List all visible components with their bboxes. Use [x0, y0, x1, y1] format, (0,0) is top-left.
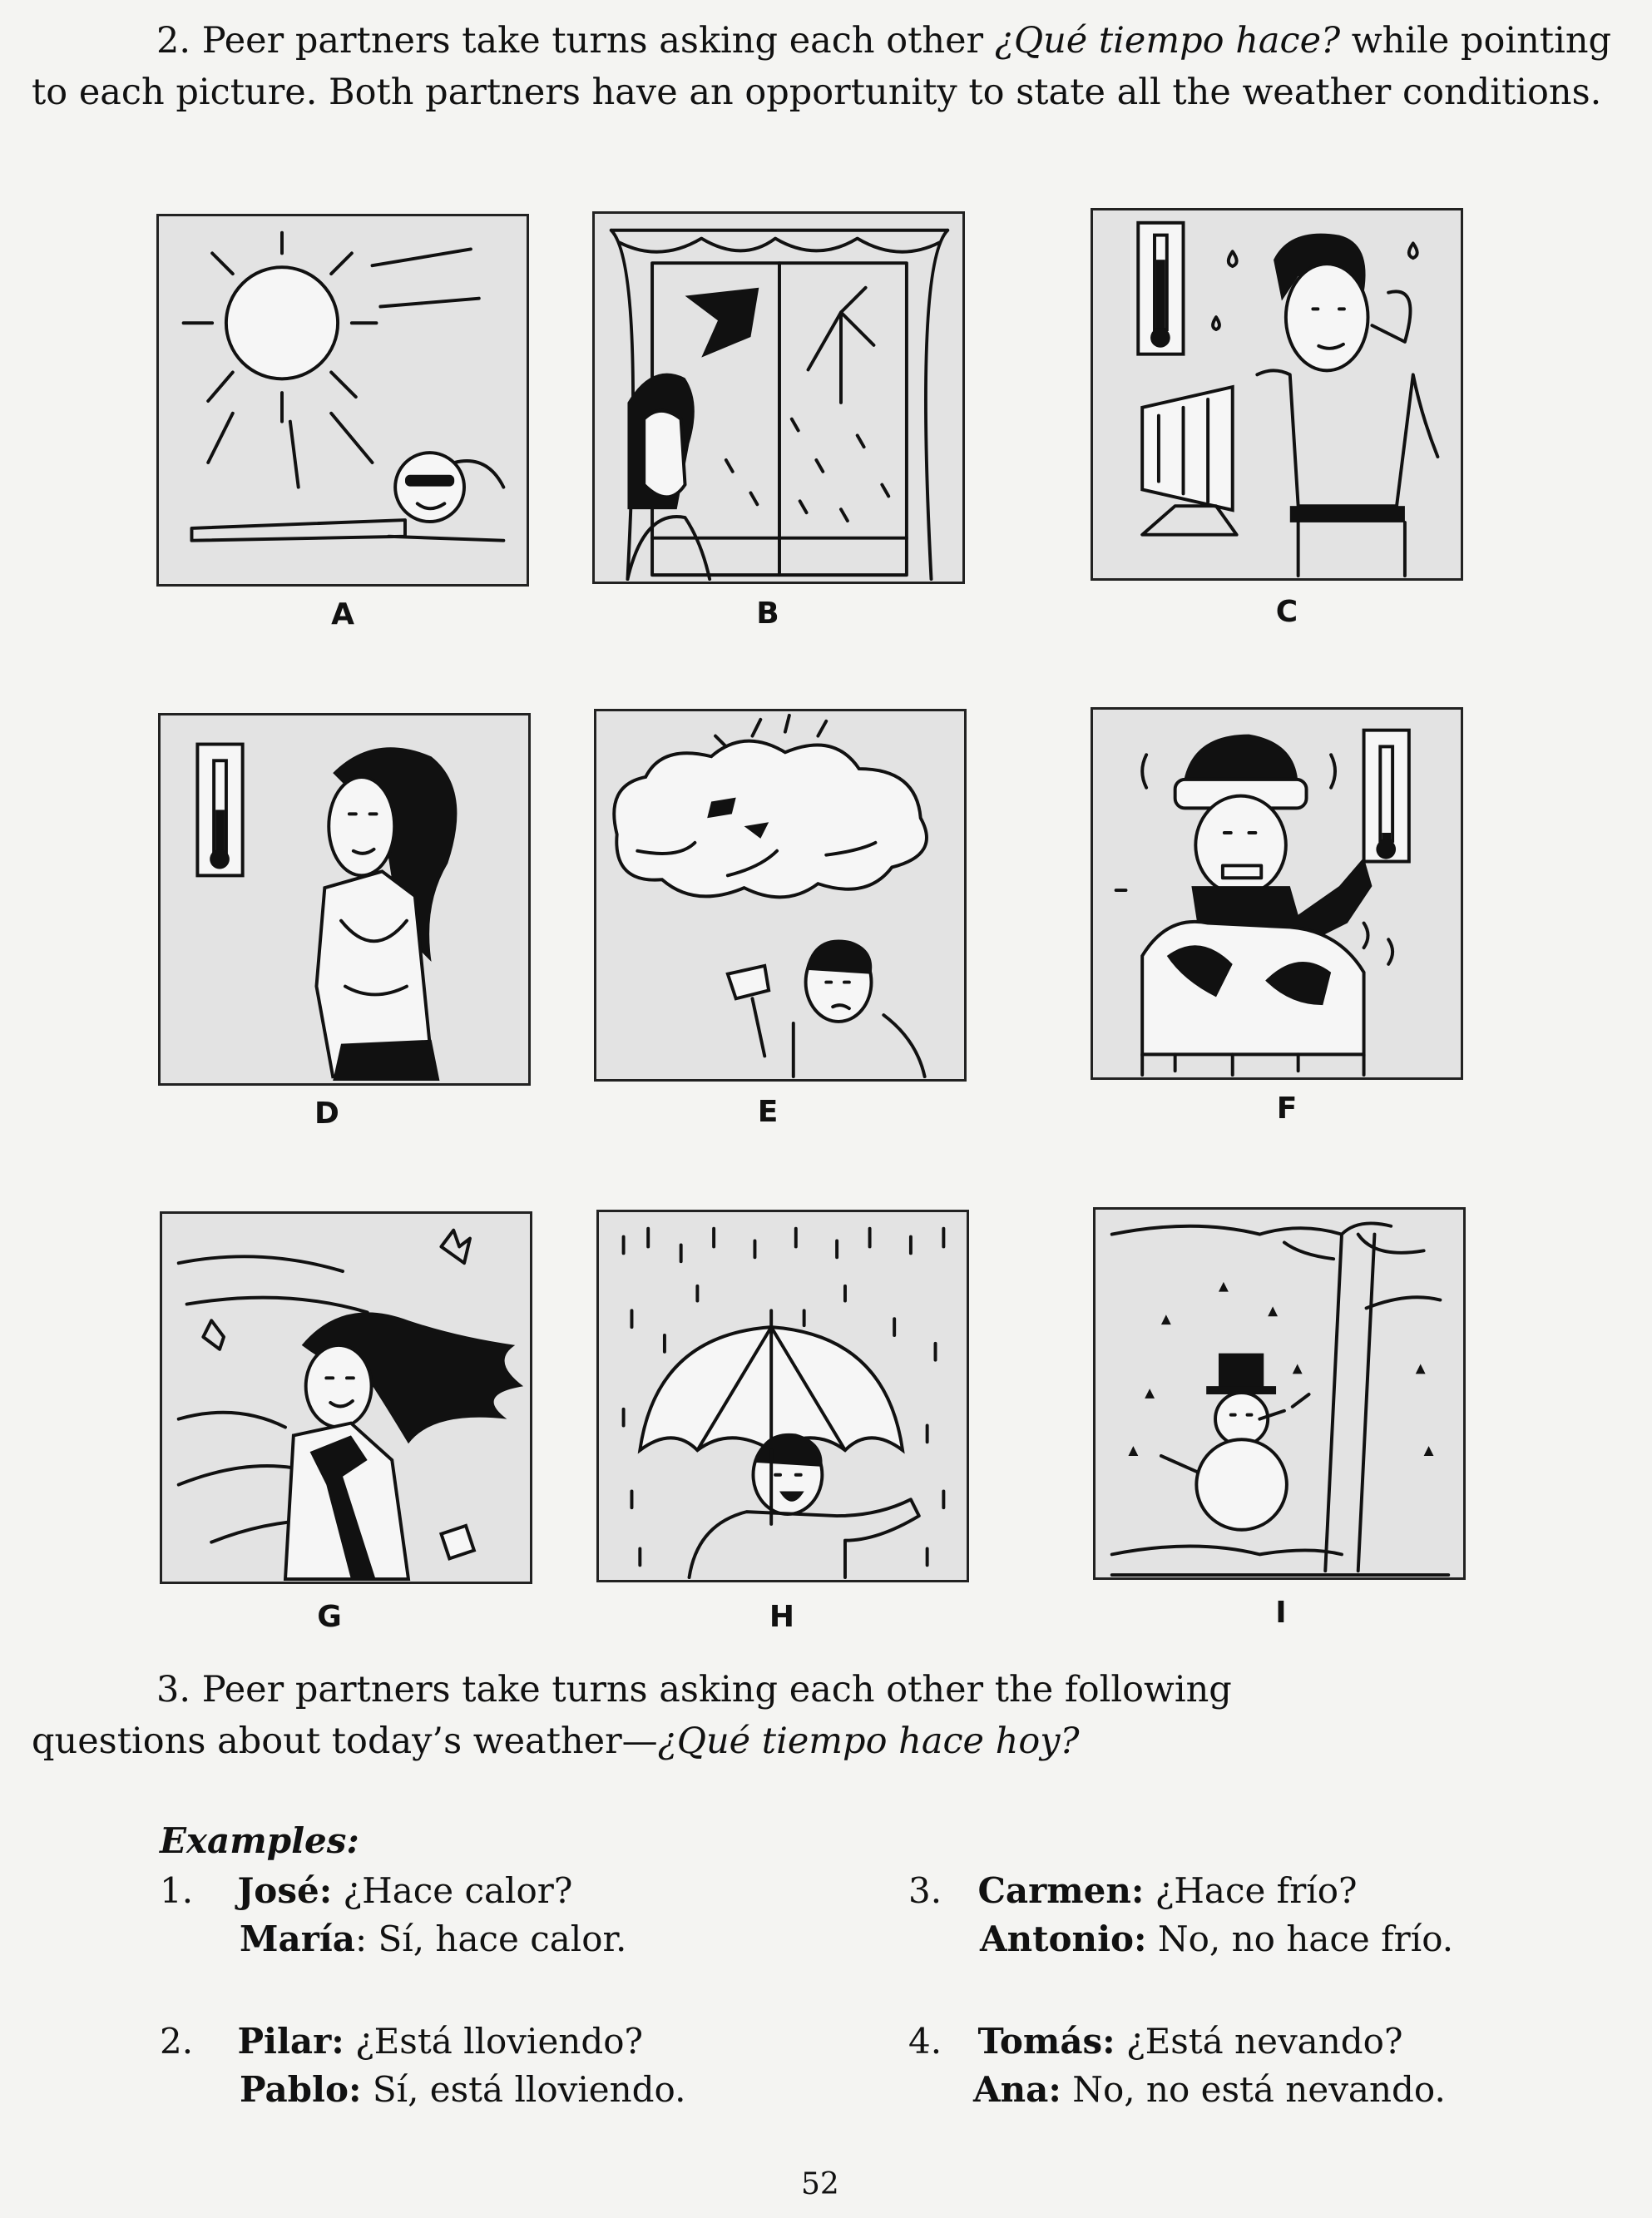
panel-c-label: C	[1275, 595, 1298, 629]
example-4	[908, 2017, 1446, 2114]
example-3-number: 3.	[908, 1870, 942, 1911]
activity-2-number: 2.	[156, 20, 191, 62]
example-2	[160, 2017, 685, 2114]
example-2-line-2: Sí, está lloviendo.	[361, 2069, 686, 2110]
panel-d-label: D	[314, 1097, 339, 1131]
panel-e	[594, 709, 967, 1082]
example-2-number: 2.	[160, 2021, 194, 2062]
example-1-line-1: ¿Hace calor?	[332, 1870, 573, 1911]
example-3-line-1: ¿Hace frío?	[1144, 1870, 1358, 1911]
example-3-speaker-1: Carmen:	[977, 1870, 1145, 1911]
activity-2-question: ¿Qué tiempo hace?	[994, 20, 1341, 62]
panel-b-label: B	[756, 597, 779, 631]
example-2-speaker-1: Pilar:	[237, 2021, 344, 2062]
cloudy-sky-illustration	[596, 711, 964, 1079]
sunny-beach-illustration	[159, 216, 527, 584]
example-1-speaker-1: José:	[237, 1870, 333, 1911]
panel-f-label: F	[1276, 1092, 1298, 1126]
activity-2-text-before: Peer partners take turns asking each other	[201, 20, 995, 62]
panel-h-label: H	[769, 1600, 795, 1634]
example-4-line-2: No, no está nevando.	[1061, 2069, 1446, 2110]
example-4-number: 4.	[908, 2021, 942, 2062]
rain-umbrella-illustration	[599, 1212, 967, 1580]
panel-f	[1091, 707, 1463, 1080]
panel-a-label: A	[331, 597, 354, 631]
panel-g-label: G	[317, 1600, 342, 1634]
panel-g	[160, 1211, 532, 1584]
examples-title: Examples:	[160, 1820, 359, 1861]
example-1-number: 1.	[160, 1870, 194, 1911]
panel-i-label: I	[1275, 1596, 1287, 1630]
windy-illustration	[162, 1214, 530, 1582]
example-2-speaker-2: Pablo:	[240, 2069, 362, 2110]
example-4-speaker-2: Ana:	[973, 2069, 1061, 2110]
storm-window-illustration	[595, 214, 962, 582]
activity-2-text-after: while pointing to each picture. Both partners have an opportunity to state all the weather conditions.	[32, 20, 1612, 113]
example-1: 1. José: ¿Hace calor? María: Sí, hace calor.	[160, 1870, 627, 1959]
page-number: 52	[801, 2167, 839, 2201]
example-3-line-2: No, no hace frío.	[1146, 1918, 1454, 1959]
panel-i	[1093, 1207, 1466, 1580]
hot-weather-illustration	[1093, 210, 1461, 578]
activity-3-question: ¿Qué tiempo hace hoy?	[657, 1720, 1080, 1762]
cool-weather-illustration	[161, 715, 528, 1083]
activity-3-instructions	[32, 1664, 1338, 1767]
snowman-illustration	[1096, 1210, 1463, 1577]
panel-b	[592, 211, 965, 584]
example-4-line-1: ¿Está nevando?	[1115, 2021, 1403, 2062]
panel-h	[596, 1210, 969, 1582]
panel-d	[158, 713, 531, 1086]
activity-2-instructions	[32, 15, 1612, 118]
activity-3-number: 3.	[156, 1669, 191, 1711]
example-2-line-1: ¿Está lloviendo?	[344, 2021, 644, 2062]
example-3	[908, 1867, 1453, 1963]
panel-c	[1091, 208, 1463, 581]
cold-weather-illustration	[1093, 710, 1461, 1077]
activity-3-text-before: Peer partners take turns asking each other the following questions about today’s weather—	[32, 1669, 1232, 1762]
example-1-line-2: Sí, hace calor.	[367, 1918, 627, 1959]
example-4-speaker-1: Tomás:	[977, 2021, 1115, 2062]
panel-e-label: E	[757, 1095, 779, 1129]
example-1-speaker-2: María	[240, 1918, 356, 1959]
panel-a	[156, 214, 529, 587]
example-3-speaker-2: Antonio:	[980, 1918, 1147, 1959]
